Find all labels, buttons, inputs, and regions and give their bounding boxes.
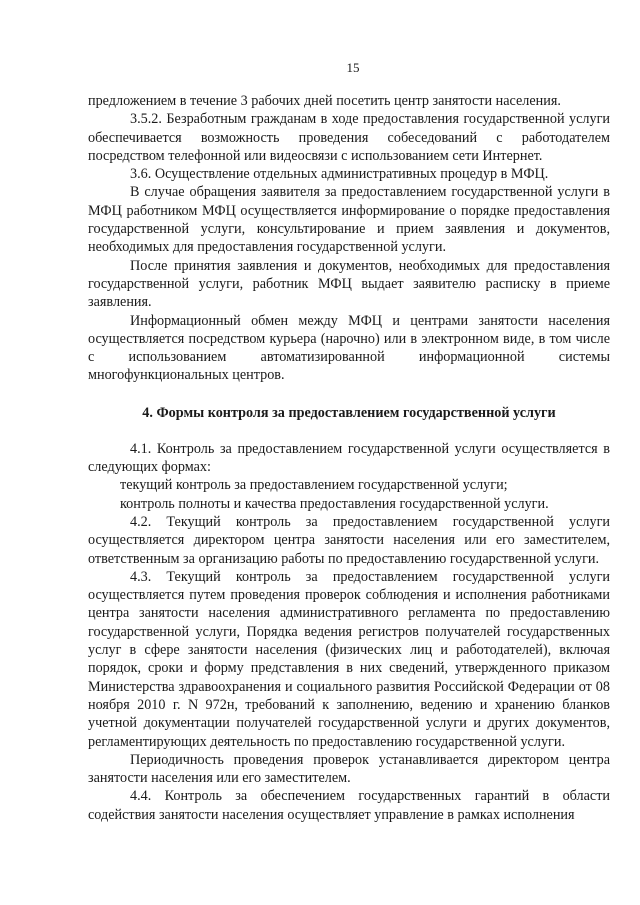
list-item: контроль полноты и качества предоставления государственной услуги. — [120, 495, 549, 512]
document-page — [88, 60, 610, 824]
section-heading: 4. Формы контроля за предоставлением государственной услуги — [142, 404, 556, 421]
page-number: 15 — [346, 60, 360, 75]
paragraph-4-3: 4.3. Текущий контроль за предоставлением государственной услуги осуществляется путем проведения проверок соблюдения и исполнения работниками центра занятости населения административного регламента по предоставлению государственной услуги, Порядка ведения регистров получателей государственных услуг в сфере занятости населения (физических лиц и работодателей), включая порядок, сроки и форму представления в них сведений, утвержденного приказом Министерства здравоохранения и социального развития Российской Федерации от 08 ноября 2010 г. N 972н, требований к заполнению, ведению и хранению бланков учетной документации получателей государственной услуги и других документов, регламентирующих деятельность по предоставлению государственной услуги. — [88, 568, 610, 750]
paragraph-continuation: предложением в течение 3 рабочих дней посетить центр занятости населения. — [88, 93, 561, 109]
paragraph-periodicity: Периодичность проведения проверок устанавливается директором центра занятости населения или его заместителем. — [88, 751, 610, 787]
paragraph-3-6: 3.6. Осуществление отдельных административных процедур в МФЦ. — [130, 166, 549, 183]
list-item: текущий контроль за предоставлением государственной услуги; — [120, 477, 508, 494]
paragraph-mfc-receipt: После принятия заявления и документов, необходимых для предоставления государственной услуги, работник МФЦ выдает заявителю расписку в приеме заявления. — [88, 257, 610, 311]
paragraph-info-exchange: Информационный обмен между МФЦ и центрами занятости населения осуществляется посредством курьера (нарочно) или в электронном виде, в том числе с использованием автоматизированной информационной системы многофункциональных центров. — [88, 312, 610, 384]
paragraph-mfc-appeal: В случае обращения заявителя за предоставлением государственной услуги в МФЦ работником МФЦ осуществляется информирование о порядке предоставления государственной услуги, консультирование и прием заявления и документов, необходимых для предоставления государственной услуги. — [88, 184, 610, 256]
paragraph-4-2: 4.2. Текущий контроль за предоставлением государственной услуги осуществляется директором центра занятости населения или его заместителем, ответственным за организацию работы по предоставлению государственной услуги. — [88, 513, 610, 567]
paragraph-4-4: 4.4. Контроль за обеспечением государственных гарантий в области содействия занятости населения осуществляет управление в рамках исполнения — [88, 788, 610, 823]
paragraph-4-1: 4.1. Контроль за предоставлением государственной услуги осуществляется в следующих формах: — [88, 440, 610, 476]
paragraph-3-5-2: 3.5.2. Безработным гражданам в ходе предоставления государственной услуги обеспечивается возможность проведения собеседований с работодателем посредством телефонной или видеосвязи с использованием сети Интернет. — [88, 111, 610, 164]
